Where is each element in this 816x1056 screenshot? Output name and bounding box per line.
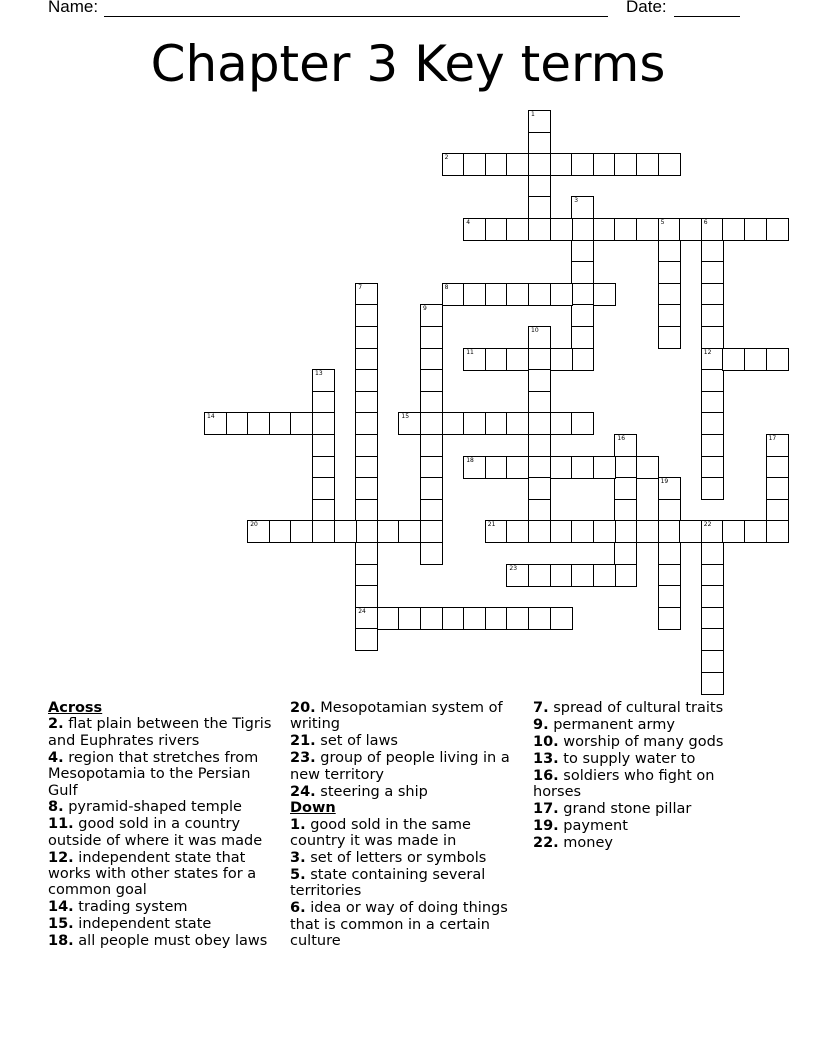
crossword-cell[interactable] — [420, 326, 443, 349]
clue-number-5: 5 — [660, 219, 665, 226]
crossword-cell[interactable] — [528, 175, 551, 198]
clue-number: 23. — [290, 750, 316, 767]
crossword-cell[interactable] — [377, 520, 400, 543]
clue-18 — [48, 933, 276, 949]
clue-16 — [533, 768, 763, 801]
clue-column-2 — [290, 700, 520, 950]
clue-text: flat plain between the Tigris and Euphrates rivers — [48, 716, 272, 749]
crossword-cell[interactable] — [571, 283, 594, 306]
clue-number-17: 17 — [768, 435, 777, 442]
crossword-cell[interactable] — [204, 412, 227, 435]
clue-text: all people must obey laws — [73, 933, 268, 950]
crossword-cell[interactable] — [355, 628, 378, 651]
crossword-cell[interactable] — [528, 391, 551, 414]
crossword-cell[interactable] — [658, 542, 681, 565]
crossword-cell[interactable] — [485, 456, 508, 479]
crossword-cell[interactable] — [420, 434, 443, 457]
crossword-cell[interactable] — [355, 434, 378, 457]
crossword-cell[interactable] — [485, 283, 508, 306]
crossword-cell[interactable] — [614, 434, 637, 457]
crossword-cell[interactable] — [355, 542, 378, 565]
crossword-cell[interactable] — [571, 326, 594, 349]
crossword-cell[interactable] — [658, 520, 681, 543]
crossword-cell[interactable] — [355, 412, 378, 435]
crossword-cell[interactable] — [701, 477, 724, 500]
crossword-cell[interactable] — [658, 585, 681, 608]
down-heading: Down — [290, 800, 336, 817]
crossword-cell[interactable] — [355, 477, 378, 500]
crossword-cell[interactable] — [571, 348, 594, 371]
crossword-cell[interactable] — [614, 564, 637, 587]
crossword-cell[interactable] — [463, 348, 486, 371]
crossword-cell[interactable] — [420, 542, 443, 565]
crossword-cell[interactable] — [485, 348, 508, 371]
crossword-cell[interactable] — [506, 607, 529, 630]
crossword-cell[interactable] — [658, 304, 681, 327]
crossword-cell[interactable] — [571, 564, 594, 587]
crossword-cell[interactable] — [614, 456, 637, 479]
crossword-cell[interactable] — [528, 520, 551, 543]
crossword-cell[interactable] — [355, 456, 378, 479]
crossword-cell[interactable] — [550, 520, 573, 543]
crossword-cell[interactable] — [722, 218, 745, 241]
crossword-cell[interactable] — [463, 456, 486, 479]
crossword-cell[interactable] — [550, 218, 573, 241]
clue-3 — [290, 850, 520, 866]
crossword-cell[interactable] — [614, 477, 637, 500]
crossword-cell[interactable] — [766, 456, 789, 479]
crossword-cell[interactable] — [550, 412, 573, 435]
clue-text: good sold in a country outside of where it was made — [48, 816, 263, 849]
crossword-cell[interactable] — [766, 348, 789, 371]
crossword-cell[interactable] — [528, 283, 551, 306]
crossword-cell[interactable] — [701, 607, 724, 630]
crossword-cell[interactable] — [528, 607, 551, 630]
crossword-cell[interactable] — [701, 650, 724, 673]
clue-number: 1. — [290, 816, 306, 833]
clue-21 — [290, 733, 520, 749]
crossword-cell[interactable] — [658, 153, 681, 176]
crossword-cell[interactable] — [528, 348, 551, 371]
crossword-cell[interactable] — [550, 153, 573, 176]
clue-number-4: 4 — [466, 219, 471, 226]
crossword-cell[interactable] — [571, 412, 594, 435]
crossword-cell[interactable] — [722, 348, 745, 371]
clue-text: pyramid-shaped temple — [63, 799, 242, 816]
crossword-cell[interactable] — [485, 218, 508, 241]
clue-number: 19. — [533, 817, 559, 834]
clue-number-20: 20 — [250, 521, 258, 529]
clue-number: 10. — [533, 733, 559, 750]
crossword-cell[interactable] — [593, 520, 616, 543]
crossword-cell[interactable] — [550, 283, 573, 306]
crossword-cell[interactable] — [571, 520, 594, 543]
crossword-cell[interactable] — [614, 499, 637, 522]
clue-number: 6. — [290, 900, 306, 917]
crossword-cell[interactable] — [701, 456, 724, 479]
page-title: Chapter 3 Key terms — [150, 35, 666, 93]
clue-number-9: 9 — [423, 305, 427, 313]
crossword-cell[interactable] — [442, 153, 465, 176]
crossword-cell[interactable] — [377, 607, 400, 630]
clue-number: 20. — [290, 700, 316, 716]
clue-number-11: 11 — [466, 348, 474, 356]
clue-text: steering a ship — [315, 783, 428, 800]
clue-number-23: 23 — [509, 564, 518, 572]
crossword-cell[interactable] — [701, 585, 724, 608]
crossword-cell[interactable] — [528, 477, 551, 500]
crossword-cell[interactable] — [247, 412, 270, 435]
crossword-cell[interactable] — [355, 585, 378, 608]
clue-text: soldiers who fight on horses — [533, 767, 715, 801]
crossword-cell[interactable] — [442, 607, 465, 630]
clue-12 — [48, 850, 276, 899]
crossword-cell[interactable] — [312, 369, 335, 392]
crossword-cell[interactable] — [463, 153, 486, 176]
clue-number: 5. — [290, 867, 306, 884]
crossword-cell[interactable] — [463, 607, 486, 630]
crossword-cell[interactable] — [485, 153, 508, 176]
crossword-cell[interactable] — [701, 564, 724, 587]
clue-10 — [533, 734, 763, 750]
crossword-cell[interactable] — [766, 434, 789, 457]
crossword-cell[interactable] — [355, 283, 378, 306]
crossword-cell[interactable] — [528, 564, 551, 587]
crossword-cell[interactable] — [550, 348, 573, 371]
clue-13 — [533, 751, 763, 767]
crossword-cell[interactable] — [701, 240, 724, 263]
crossword-cell[interactable] — [722, 520, 745, 543]
crossword-cell[interactable] — [701, 304, 724, 327]
clue-8 — [48, 799, 276, 815]
crossword-cell[interactable] — [571, 196, 594, 219]
crossword-cell[interactable] — [506, 283, 529, 306]
crossword-cell[interactable] — [658, 261, 681, 284]
crossword-cell[interactable] — [571, 304, 594, 327]
clue-number: 18. — [48, 933, 74, 950]
crossword-cell[interactable] — [571, 456, 594, 479]
clue-2 — [48, 716, 276, 749]
crossword-cell[interactable] — [658, 564, 681, 587]
crossword-cell[interactable] — [355, 348, 378, 371]
clue-17 — [533, 801, 763, 817]
clue-number-10: 10 — [531, 327, 539, 334]
crossword-cell[interactable] — [398, 520, 421, 543]
crossword-cell[interactable] — [571, 261, 594, 284]
clue-number: 8. — [48, 799, 64, 816]
crossword-cell[interactable] — [398, 607, 421, 630]
crossword-cell[interactable] — [571, 153, 594, 176]
date-label: Date: — [626, 0, 667, 16]
crossword-cell[interactable] — [312, 499, 335, 522]
crossword-cell[interactable] — [614, 542, 637, 565]
clue-number-1: 1 — [531, 111, 535, 118]
clue-text: idea or way of doing things that is common in a certain culture — [290, 900, 508, 950]
crossword-cell[interactable] — [766, 520, 789, 543]
crossword-cell[interactable] — [312, 477, 335, 500]
crossword-cell[interactable] — [355, 607, 378, 630]
clue-number-3: 3 — [574, 197, 579, 205]
clue-20 — [290, 700, 520, 733]
crossword-cell[interactable] — [766, 499, 789, 522]
crossword-cell[interactable] — [420, 369, 443, 392]
crossword-cell[interactable] — [701, 542, 724, 565]
clue-22 — [533, 835, 763, 851]
crossword-cell[interactable] — [528, 434, 551, 457]
crossword-cell[interactable] — [506, 564, 529, 587]
crossword-cell[interactable] — [636, 218, 659, 241]
crossword-cell[interactable] — [658, 477, 681, 500]
clue-6 — [290, 900, 520, 949]
crossword-cell[interactable] — [269, 412, 292, 435]
clue-text: permanent army — [548, 716, 675, 733]
clue-number: 22. — [533, 834, 559, 851]
crossword-cell[interactable] — [485, 412, 508, 435]
crossword-cell[interactable] — [658, 607, 681, 630]
crossword-cell[interactable] — [528, 132, 551, 155]
crossword-cell[interactable] — [658, 499, 681, 522]
clue-number-12: 12 — [703, 348, 712, 356]
name-label: Name: — [48, 0, 99, 16]
clue-text: to supply water to — [558, 750, 696, 767]
clue-column-3 — [533, 700, 763, 852]
crossword-cell[interactable] — [290, 412, 313, 435]
crossword-cell[interactable] — [312, 456, 335, 479]
crossword-cell[interactable] — [312, 412, 335, 435]
crossword-cell[interactable] — [398, 412, 421, 435]
crossword-cell[interactable] — [506, 412, 529, 435]
crossword-cell[interactable] — [593, 283, 616, 306]
crossword-cell[interactable] — [355, 499, 378, 522]
clue-text: region that stretches from Mesopotamia to the Persian Gulf — [48, 749, 259, 799]
crossword-cell[interactable] — [701, 348, 724, 371]
clue-9 — [533, 717, 763, 733]
clue-text: spread of cultural traits — [548, 700, 724, 716]
clue-number-8: 8 — [444, 283, 449, 291]
clue-text: Mesopotamian system of writing — [290, 700, 503, 733]
clue-14 — [48, 899, 276, 915]
crossword-cell[interactable] — [744, 218, 767, 241]
crossword-cell[interactable] — [334, 520, 357, 543]
clue-number: 21. — [290, 733, 316, 750]
crossword-cell[interactable] — [701, 672, 724, 695]
clue-text: payment — [558, 817, 628, 834]
clue-number: 2. — [48, 716, 64, 733]
clue-number-6: 6 — [703, 219, 708, 226]
crossword-cell[interactable] — [463, 218, 486, 241]
clue-text: group of people living in a new territory — [290, 750, 510, 783]
crossword-cell[interactable] — [528, 412, 551, 435]
crossword-cell[interactable] — [744, 348, 767, 371]
crossword-cell[interactable] — [355, 564, 378, 587]
crossword-cell[interactable] — [658, 326, 681, 349]
crossword-cell[interactable] — [701, 326, 724, 349]
crossword-cell[interactable] — [528, 110, 551, 133]
clue-number: 7. — [533, 700, 549, 716]
crossword-cell[interactable] — [658, 218, 681, 241]
crossword-cell[interactable] — [355, 304, 378, 327]
clue-number-7: 7 — [358, 283, 363, 291]
crossword-cell[interactable] — [442, 283, 465, 306]
clue-number-13: 13 — [315, 370, 323, 378]
clue-text: money — [558, 834, 613, 851]
clue-number-2: 2 — [444, 154, 449, 162]
crossword-cell[interactable] — [614, 153, 637, 176]
crossword-cell[interactable] — [614, 218, 637, 241]
clue-number: 3. — [290, 850, 306, 867]
clue-text: worship of many gods — [558, 733, 724, 750]
crossword-cell[interactable] — [701, 369, 724, 392]
crossword-cell[interactable] — [312, 520, 335, 543]
clue-text: good sold in the same country it was made in — [290, 816, 471, 850]
clue-11 — [48, 816, 276, 849]
crossword-cell[interactable] — [463, 283, 486, 306]
crossword-cell[interactable] — [701, 283, 724, 306]
crossword-cell[interactable] — [355, 369, 378, 392]
clue-number-15: 15 — [401, 413, 410, 421]
crossword-cell[interactable] — [571, 218, 594, 241]
clue-number: 16. — [533, 767, 559, 784]
crossword-cell[interactable] — [701, 434, 724, 457]
clue-number: 12. — [48, 849, 74, 866]
clue-text: set of laws — [315, 733, 398, 750]
crossword-cell[interactable] — [312, 391, 335, 414]
clue-24 — [290, 784, 520, 800]
clue-number: 17. — [533, 800, 559, 817]
crossword-cell[interactable] — [442, 412, 465, 435]
crossword-cell[interactable] — [463, 412, 486, 435]
crossword-cell[interactable] — [550, 456, 573, 479]
clue-text: state containing several territories — [290, 867, 486, 900]
crossword-cell[interactable] — [355, 520, 378, 543]
crossword-cell[interactable] — [528, 196, 551, 219]
clue-number-24: 24 — [358, 607, 366, 615]
crossword-cell[interactable] — [506, 153, 529, 176]
crossword-cell[interactable] — [355, 326, 378, 349]
clue-number: 13. — [533, 750, 559, 767]
crossword-cell[interactable] — [506, 456, 529, 479]
clue-4 — [48, 750, 276, 799]
crossword-cell[interactable] — [528, 153, 551, 176]
clue-number: 14. — [48, 899, 74, 916]
crossword-cell[interactable] — [658, 283, 681, 306]
crossword-cell[interactable] — [528, 456, 551, 479]
crossword-cell[interactable] — [226, 412, 249, 435]
clue-number: 9. — [533, 716, 549, 733]
crossword-cell[interactable] — [636, 520, 659, 543]
clue-19 — [533, 818, 763, 834]
crossword-cell[interactable] — [420, 477, 443, 500]
crossword-cell[interactable] — [593, 153, 616, 176]
crossword-cell[interactable] — [420, 304, 443, 327]
crossword-cell[interactable] — [528, 369, 551, 392]
crossword-cell[interactable] — [506, 218, 529, 241]
clue-number-14: 14 — [207, 413, 215, 421]
clue-number-22: 22 — [703, 521, 712, 529]
clue-7 — [533, 700, 763, 716]
crossword-cell[interactable] — [701, 261, 724, 284]
clue-15 — [48, 916, 276, 932]
crossword-cell[interactable] — [593, 218, 616, 241]
crossword-cell[interactable] — [614, 520, 637, 543]
crossword-cell[interactable] — [355, 391, 378, 414]
clue-number-21: 21 — [487, 521, 496, 529]
crossword-cell[interactable] — [766, 218, 789, 241]
crossword-cell[interactable] — [506, 520, 529, 543]
crossword-cell[interactable] — [744, 520, 767, 543]
clue-text: set of letters or symbols — [305, 850, 487, 867]
crossword-cell[interactable] — [679, 520, 702, 543]
clue-23 — [290, 750, 520, 783]
clue-text: independent state — [73, 916, 212, 933]
clue-number: 15. — [48, 916, 74, 933]
crossword-cell[interactable] — [701, 628, 724, 651]
clue-number: 4. — [48, 749, 64, 766]
crossword-cell[interactable] — [420, 607, 443, 630]
crossword-cell[interactable] — [290, 520, 313, 543]
crossword-cell[interactable] — [420, 520, 443, 543]
crossword-cell[interactable] — [593, 456, 616, 479]
crossword-cell[interactable] — [269, 520, 292, 543]
crossword-cell[interactable] — [528, 218, 551, 241]
crossword-cell[interactable] — [420, 499, 443, 522]
clue-text: grand stone pillar — [558, 800, 692, 817]
clue-number: 24. — [290, 783, 316, 800]
crossword-cell[interactable] — [701, 520, 724, 543]
clue-1 — [290, 817, 520, 850]
crossword-cell[interactable] — [550, 607, 573, 630]
across-heading: Across — [48, 700, 103, 716]
crossword-cell[interactable] — [485, 520, 508, 543]
clue-number-18: 18 — [466, 456, 474, 464]
crossword-cell[interactable] — [593, 564, 616, 587]
crossword-cell[interactable] — [701, 218, 724, 241]
clue-number: 11. — [48, 816, 74, 833]
crossword-cell[interactable] — [247, 520, 270, 543]
crossword-cell[interactable] — [766, 477, 789, 500]
crossword-cell[interactable] — [571, 240, 594, 263]
clue-5 — [290, 867, 520, 900]
crossword-cell[interactable] — [550, 564, 573, 587]
crossword-cell[interactable] — [420, 412, 443, 435]
crossword-cell[interactable] — [528, 326, 551, 349]
crossword-cell[interactable] — [679, 218, 702, 241]
crossword-cell[interactable] — [506, 348, 529, 371]
crossword-cell[interactable] — [636, 153, 659, 176]
clue-number-19: 19 — [660, 478, 669, 486]
clue-text: trading system — [73, 899, 188, 916]
crossword-cell[interactable] — [701, 412, 724, 435]
crossword-cell[interactable] — [701, 391, 724, 414]
crossword-cell[interactable] — [636, 456, 659, 479]
crossword-cell[interactable] — [420, 348, 443, 371]
clue-number-16: 16 — [617, 435, 626, 442]
crossword-cell[interactable] — [485, 607, 508, 630]
crossword-cell[interactable] — [420, 391, 443, 414]
crossword-cell[interactable] — [528, 499, 551, 522]
crossword-cell[interactable] — [312, 434, 335, 457]
clue-text: independent state that works with other states for a common goal — [48, 849, 257, 899]
clue-column-1 — [48, 700, 276, 950]
crossword-cell[interactable] — [658, 240, 681, 263]
crossword-cell[interactable] — [420, 456, 443, 479]
